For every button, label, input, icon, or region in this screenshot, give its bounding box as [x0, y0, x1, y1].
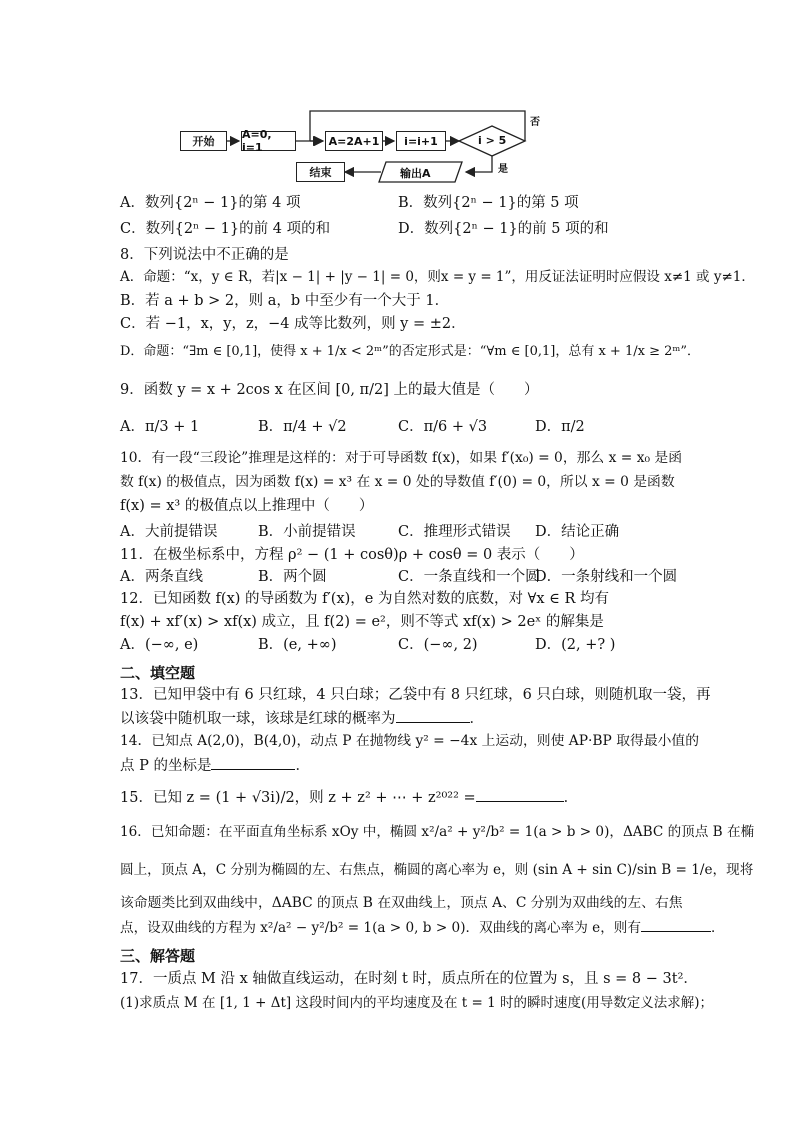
flow-update-i: i=i+1 — [396, 131, 446, 151]
q10-line-3: f(x) = x³ 的极值点以上推理中（ ） — [120, 498, 374, 514]
q10-option-a: A．大前提错误 — [120, 524, 218, 540]
flowchart — [0, 0, 793, 200]
q11-stem: 11．在极坐标系中，方程 ρ² − (1 + cosθ)ρ + cosθ = 0 表示（ ） — [120, 547, 584, 563]
q11-option-a: A．两条直线 — [120, 569, 203, 585]
q8-option-d: D．命题：“∃m ∈ [0,1]，使得 x + 1/x < 2ᵐ”的否定形式是：“∀m ∈ [0,1]，总有 x + 1/x ≥ 2ᵐ”． — [120, 344, 700, 359]
q7-option-b: B．数列{2ⁿ − 1}的第 5 项 — [398, 195, 579, 211]
q12-option-d: D．(2, +? ) — [535, 637, 616, 653]
q12-option-a: A．(−∞, e) — [120, 637, 199, 653]
q8-option-a: A．命题：“x，y ∈ R，若|x − 1| + |y − 1| = 0，则x = y = 1”，用反证法证明时应假设 x≠1 或 y≠1． — [120, 269, 755, 285]
q11-option-d: D．一条射线和一个圆 — [535, 569, 678, 585]
flow-arrow-yes — [466, 156, 492, 172]
answer-blank — [476, 787, 564, 802]
section-heading-fill-blank: 二、填空题 — [120, 664, 196, 682]
answer-blank — [211, 755, 295, 770]
flow-output-label: 输出A — [400, 167, 431, 180]
q16-line-3: 该命题类比到双曲线中，ΔABC 的顶点 B 在双曲线上，顶点 A、C 分别为双曲线的左、右焦 — [120, 895, 683, 911]
flow-start: 开始 — [180, 131, 227, 151]
q17-line-1: 17．一质点 M 沿 x 轴做直线运动，在时刻 t 时，质点所在的位置为 s，且 s = 8 − 3t²． — [120, 971, 698, 987]
q16-line-1: 16．已知命题：在平面直角坐标系 xOy 中，椭圆 x²/a² + y²/b² = 1(a > b > 0)，ΔABC 的顶点 B 在椭 — [120, 824, 755, 840]
q16-line-4-wrap: 点，设双曲线的方程为 x²/a² − y²/b² = 1(a > 0, b > 0)．双曲线的离心率为 e，则有 ． — [120, 917, 725, 938]
q17-line-2: (1)求质点 M 在 [1, 1 + Δt] 这段时间内的平均速度及在 t = 1 时的瞬时速度(用导数定义法求解)； — [120, 995, 713, 1011]
section-heading-solutions: 三、解答题 — [120, 947, 196, 965]
q11-option-b: B．两个圆 — [258, 569, 327, 585]
q12-line-1: 12．已知函数 f(x) 的导函数为 f′(x)，e 为自然对数的底数，对 ∀x ∈ R 均有 — [120, 591, 609, 607]
q14-line-2-wrap: 点 P 的坐标是 ． — [120, 755, 310, 776]
q9-option-c: C．π/6 + √3 — [398, 419, 488, 435]
q14-line-2: 点 P 的坐标是 — [120, 758, 212, 774]
q7-option-d: D．数列{2ⁿ − 1}的前 5 项的和 — [398, 221, 609, 237]
q7-option-a: A．数列{2ⁿ − 1}的第 4 项 — [120, 195, 301, 211]
q10-option-c: C．推理形式错误 — [398, 524, 511, 540]
flow-update-a: A=2A+1 — [325, 131, 383, 151]
flow-init: A=0, i=1 — [241, 131, 296, 151]
answer-blank — [396, 708, 470, 723]
q9-option-d: D．π/2 — [535, 419, 585, 435]
flow-no-label: 否 — [530, 117, 540, 128]
flow-yes-label: 是 — [498, 164, 508, 175]
q10-option-b: B．小前提错误 — [258, 524, 356, 540]
flow-end: 结束 — [296, 162, 345, 182]
q12-option-b: B．(e, +∞) — [258, 637, 337, 653]
q8-option-b: B．若 a + b > 2，则 a，b 中至少有一个大于 1． — [120, 293, 450, 309]
q14-line-1: 14．已知点 A(2,0)，B(4,0)，动点 P 在抛物线 y² = −4x 上运动，则使 AP·BP 取得最小值的 — [120, 733, 700, 749]
q13-line-2-wrap: 以该袋中随机取一球，该球是红球的概率为 ． — [120, 708, 484, 729]
q15-wrap: 15．已知 z = (1 + √3i)/2，则 z + z² + ⋯ + z²⁰²² = ． — [120, 787, 578, 808]
q10-option-d: D．结论正确 — [535, 524, 620, 540]
q7-option-c: C．数列{2ⁿ − 1}的前 4 项的和 — [120, 221, 331, 237]
q8-stem: 8．下列说法中不正确的是 — [120, 247, 289, 263]
q16-line-2: 圆上，顶点 A，C 分别为椭圆的左、右焦点，椭圆的离心率为 e，则 (sin A + sin C)/sin B = 1/e，现将 — [120, 862, 754, 878]
q12-option-c: C．(−∞, 2) — [398, 637, 478, 653]
flow-condition-label: i > 5 — [478, 134, 507, 147]
q9-option-a: A．π/3 + 1 — [120, 419, 200, 435]
q11-option-c: C．一条直线和一个圆 — [398, 569, 540, 585]
q10-line-1: 10．有一段“三段论”推理是这样的：对于可导函数 f(x)，如果 f′(x₀) = 0，那么 x = x₀ 是函 — [120, 450, 683, 466]
q13-line-2: 以该袋中随机取一球，该球是红球的概率为 — [120, 711, 396, 727]
q15-line: 15．已知 z = (1 + √3i)/2，则 z + z² + ⋯ + z²⁰²² = — [120, 790, 476, 806]
q12-line-2: f(x) + xf′(x) > xf(x) 成立，且 f(2) = e²，则不等式 xf(x) > 2eˣ 的解集是 — [120, 614, 604, 630]
q13-line-1: 13．已知甲袋中有 6 只红球，4 只白球；乙袋中有 8 只红球，6 只白球，则随机取一袋，再 — [120, 687, 711, 703]
q16-line-4: 点，设双曲线的方程为 x²/a² − y²/b² = 1(a > 0, b > 0)．双曲线的离心率为 e，则有 — [120, 920, 641, 936]
q8-option-c: C．若 −1，x，y，z，−4 成等比数列，则 y = ±2． — [120, 316, 466, 332]
q10-line-2: 数 f(x) 的极值点，因为函数 f(x) = x³ 在 x = 0 处的导数值 f′(0) = 0，所以 x = 0 是函数 — [120, 474, 675, 490]
q9-option-b: B．π/4 + √2 — [258, 419, 347, 435]
q9-stem: 9．函数 y = x + 2cos x 在区间 [0, π/2] 上的最大值是（ ） — [120, 382, 539, 398]
answer-blank — [641, 917, 711, 932]
